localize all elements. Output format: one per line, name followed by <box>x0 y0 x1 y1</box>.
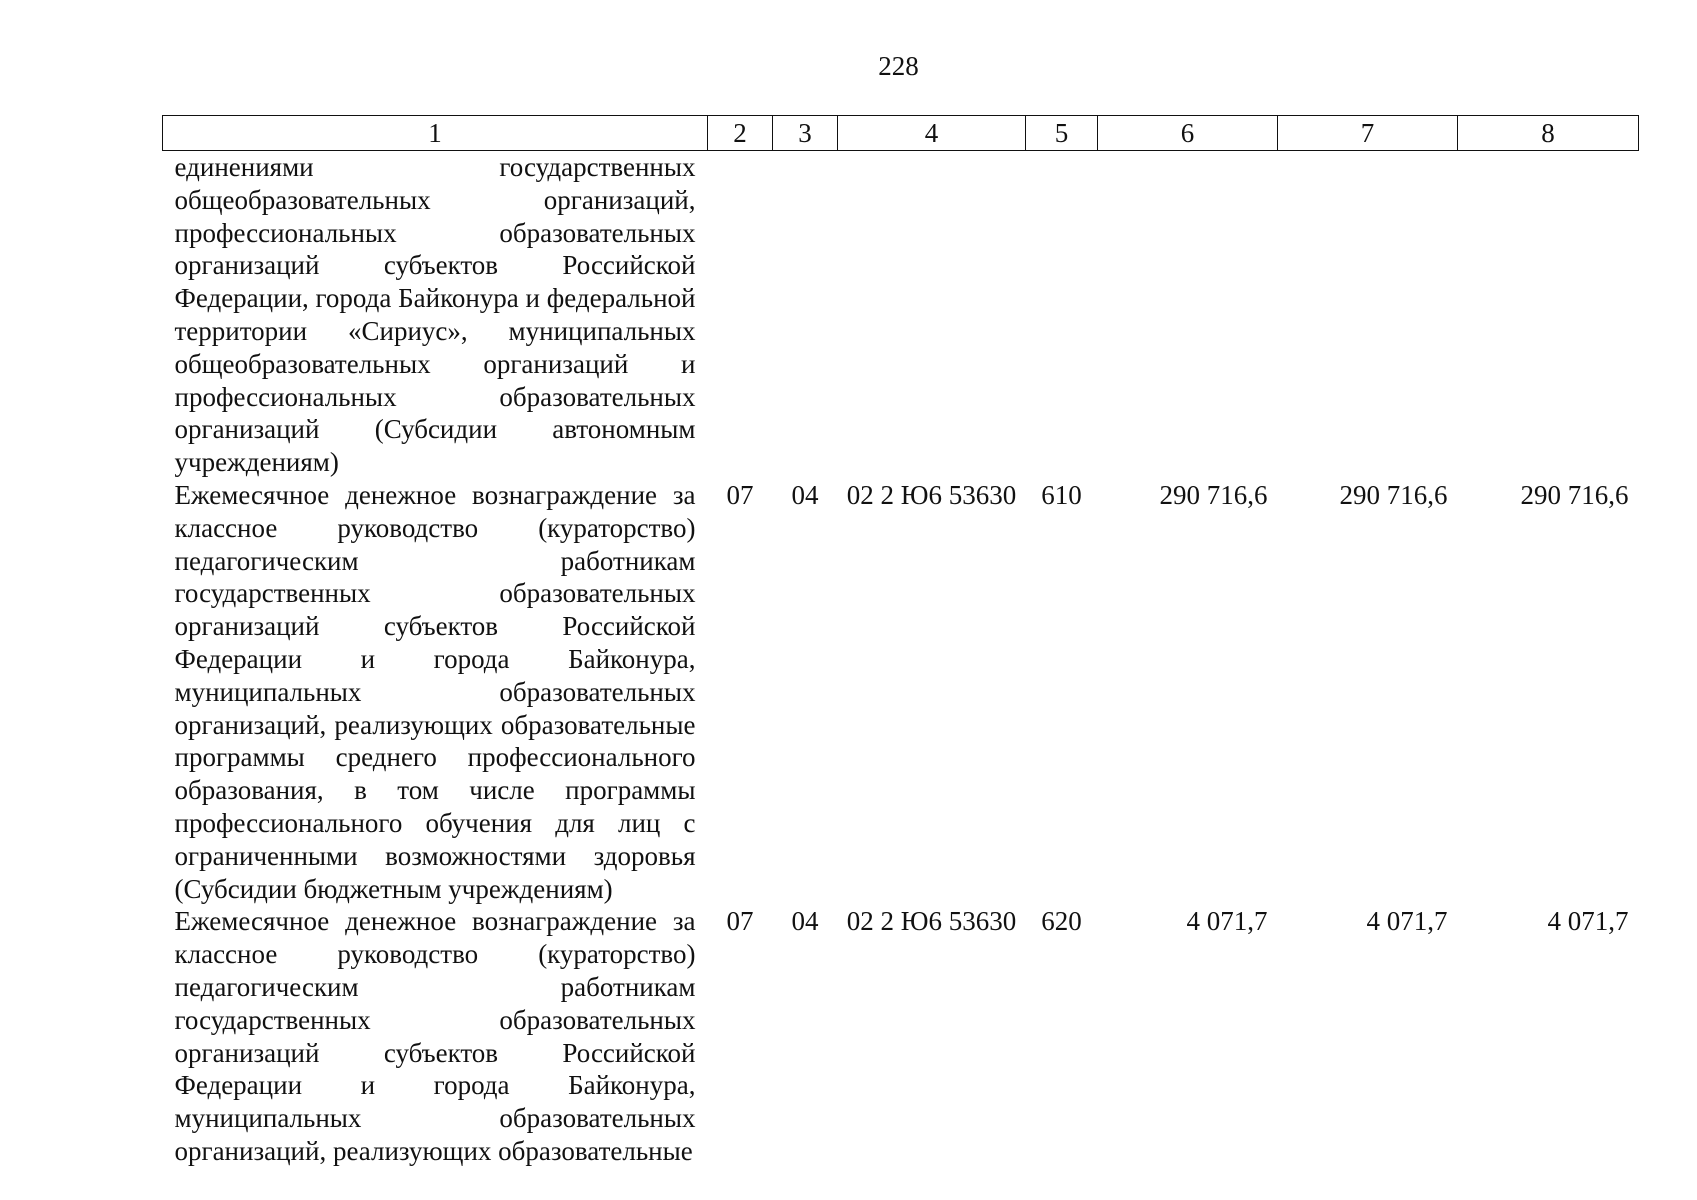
row-amount-7: 4 071,7 <box>1366 906 1448 937</box>
row-subsection: 04 <box>791 906 819 937</box>
row-description: единениями государственных общеобразовательных организаций, профессиональных образовательных организаций субъектов Российской Федерации, города Байконура и федеральной территории «Сириус», муниципальных общеобразовательных организаций и профессиональных образовательных организаций (Субсидии автономным учреждениям) <box>174 152 696 478</box>
header-col-1: 1 <box>163 116 708 151</box>
row-description: Ежемесячное денежное вознаграждение за классное руководство (кураторство) педагогическим работникам государственных образовательных организаций субъектов Российской Федерации и города Байконура, муниципальных образовательных организаций, реализующих образовательные <box>174 906 696 1166</box>
table-row <box>163 905 1639 1167</box>
header-col-3: 3 <box>773 116 838 151</box>
table-body <box>163 151 1639 1168</box>
table-row <box>163 479 1639 905</box>
row-amount-6: 290 716,6 <box>1159 479 1268 510</box>
header-col-5: 5 <box>1026 116 1098 151</box>
row-amount-8 <box>1458 151 1639 479</box>
header-col-2: 2 <box>708 116 773 151</box>
row-amount-6 <box>1098 151 1278 479</box>
row-target-code: 02 2 Ю6 53630 <box>846 906 1017 937</box>
header-col-6: 6 <box>1098 116 1278 151</box>
header-col-4: 4 <box>838 116 1026 151</box>
row-subsection: 04 <box>791 479 819 510</box>
row-target-code <box>838 151 1026 479</box>
row-amount-7 <box>1278 151 1458 479</box>
row-amount-8: 290 716,6 <box>1520 479 1629 510</box>
row-target-code: 02 2 Ю6 53630 <box>846 479 1017 510</box>
row-amount-6: 4 071,7 <box>1186 906 1268 937</box>
row-expense-type: 620 <box>1041 906 1082 937</box>
header-row <box>163 116 1639 151</box>
header-col-7: 7 <box>1278 116 1458 151</box>
row-section: 07 <box>726 906 754 937</box>
row-section <box>708 151 773 479</box>
row-expense-type <box>1026 151 1098 479</box>
row-amount-8: 4 071,7 <box>1547 906 1629 937</box>
row-description: Ежемесячное денежное вознаграждение за классное руководство (кураторство) педагогическим работникам государственных образовательных организаций субъектов Российской Федерации и города Байконура, муниципальных образовательных организаций, реализующих образовательные программы среднего профессионального образования, в том числе программы профессионального обучения для лиц с ограниченными возможностями здоровья (Субсидии бюджетным учреждениям) <box>174 479 696 904</box>
page-number: 228 <box>878 51 919 81</box>
row-subsection <box>773 151 838 479</box>
header-col-8: 8 <box>1458 116 1639 151</box>
row-expense-type: 610 <box>1041 479 1082 510</box>
budget-table <box>162 115 1639 1168</box>
row-amount-7: 290 716,6 <box>1339 479 1448 510</box>
table-row <box>163 151 1639 479</box>
table-header <box>163 116 1639 151</box>
row-section: 07 <box>726 479 754 510</box>
